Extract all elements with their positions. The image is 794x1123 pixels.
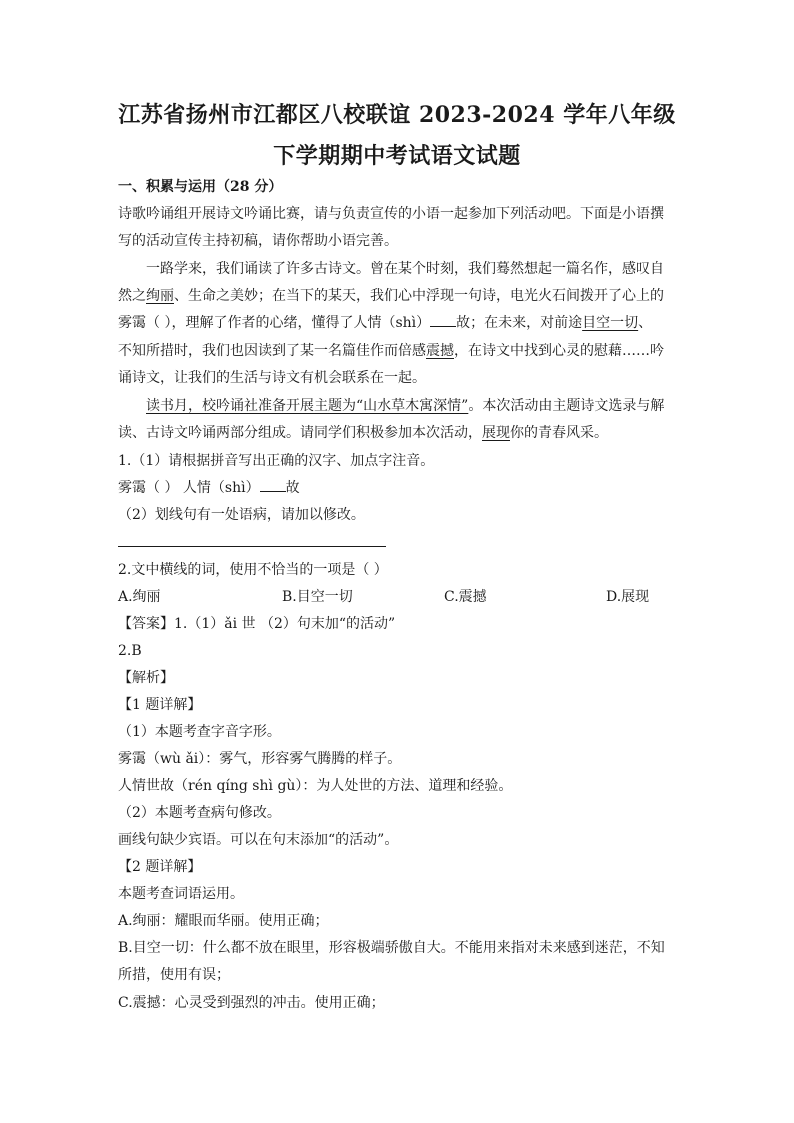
underlined-sentence: 读书月，校吟诵社准备开展主题为“山水草木寓深情” xyxy=(146,398,469,414)
underlined-word: 绚丽 xyxy=(146,288,174,304)
text-span: 雾霭（ ），理解了作者的心绪，懂得了人情（shì） xyxy=(118,315,431,331)
text-span: 然之 xyxy=(118,288,146,304)
detail-line: 所措，使用有误； xyxy=(118,967,230,983)
detail-line: （2）本题考查病句修改。 xyxy=(118,805,281,821)
detail-line: B.目空一切：什么都不放在眼里，形容极端骄傲自大。不能用来指对未来感到迷茫，不知 xyxy=(118,940,665,956)
fill-blank xyxy=(260,479,286,492)
option-a: A.绚丽 xyxy=(118,589,161,605)
detail-line: 画线句缺少宾语。可以在句末添加“的活动”。 xyxy=(118,832,399,848)
detail-line: 雾霭（wù ǎi）：雾气，形容雾气腾腾的样子。 xyxy=(118,751,402,767)
option-b: B.目空一切 xyxy=(282,589,353,605)
text-span: 雾霭（ ） 人情（shì） xyxy=(118,480,260,496)
text-span: 故 xyxy=(285,480,300,496)
detail-heading: 【2 题详解】 xyxy=(118,859,202,875)
detail-line: C.震撼：心灵受到强烈的冲击。使用正确； xyxy=(118,995,385,1011)
passage-line: 诵诗文，让我们的生活与诗文有机会联系在一起。 xyxy=(118,370,426,386)
detail-heading: 【1 题详解】 xyxy=(118,697,202,713)
passage-line xyxy=(118,286,664,306)
passage-line xyxy=(118,313,652,333)
text-span: 、生命之美妙；在当下的某天，我们心中浮现一句诗，电光火石间拨开了心上的 xyxy=(174,288,664,304)
analysis-heading: 【解析】 xyxy=(118,670,174,686)
question-1: 1.（1）请根据拼音写出正确的汉字、加点字注音。 xyxy=(118,453,435,469)
underlined-word: 震撼 xyxy=(426,343,454,359)
underlined-word: 展现 xyxy=(482,425,510,441)
text-span: 你的青春风采。 xyxy=(510,425,608,441)
text-span: 、 xyxy=(638,315,653,331)
question-1-fill xyxy=(118,478,300,498)
option-d: D.展现 xyxy=(606,589,650,605)
text-span: 故；在未来，对前途 xyxy=(456,315,583,331)
option-c: C.震撼 xyxy=(444,589,487,605)
passage-line xyxy=(118,423,608,443)
text-span: 。本次活动由主题诗文选录与解 xyxy=(468,398,665,414)
question-1-part2: （2）划线句有一处语病，请加以修改。 xyxy=(118,507,365,523)
passage-line xyxy=(146,396,664,416)
underlined-word: 目空一切 xyxy=(582,315,639,331)
answer-text: 【答案】1.（1）ǎi 世 （2）句末加“的活动” xyxy=(118,616,396,632)
fill-blank xyxy=(430,314,456,327)
text-span: 读、古诗文吟诵两部分组成。请同学们积极参加本次活动， xyxy=(118,425,482,441)
detail-line: （1）本题考查字音字形。 xyxy=(118,724,281,740)
intro-line: 写的活动宣传主持初稿，请你帮助小语完善。 xyxy=(118,233,398,249)
detail-line: 本题考查词语运用。 xyxy=(118,886,244,902)
page-title-line1: 江苏省扬州市江都区八校联谊 2023-2024 学年八年级 xyxy=(118,102,676,128)
question-2: 2.文中横线的词，使用不恰当的一项是（ ） xyxy=(118,562,388,578)
passage-line xyxy=(118,341,664,361)
text-span: 不知所措时，我们也因读到了某一名篇佳作而倍感 xyxy=(118,343,426,359)
intro-line: 诗歌吟诵组开展诗文吟诵比赛，请与负责宣传的小语一起参加下列活动吧。下面是小语撰 xyxy=(118,206,664,222)
passage-line: 一路学来，我们诵读了许多古诗文。曾在某个时刻，我们蓦然想起一篇名作，感叹自 xyxy=(146,261,664,277)
detail-line: 人情世故（rén qíng shì gù）：为人处世的方法、道理和经验。 xyxy=(118,778,513,794)
section-heading: 一、积累与运用（28 分） xyxy=(118,179,283,195)
page-title-line2: 下学期期中考试语文试题 xyxy=(273,143,521,169)
detail-line: A.绚丽：耀眼而华丽。使用正确； xyxy=(118,913,329,929)
answer-line xyxy=(118,546,386,547)
text-span: ，在诗文中找到心灵的慰藉……吟 xyxy=(454,343,664,359)
answer-text: 2.B xyxy=(118,643,142,659)
